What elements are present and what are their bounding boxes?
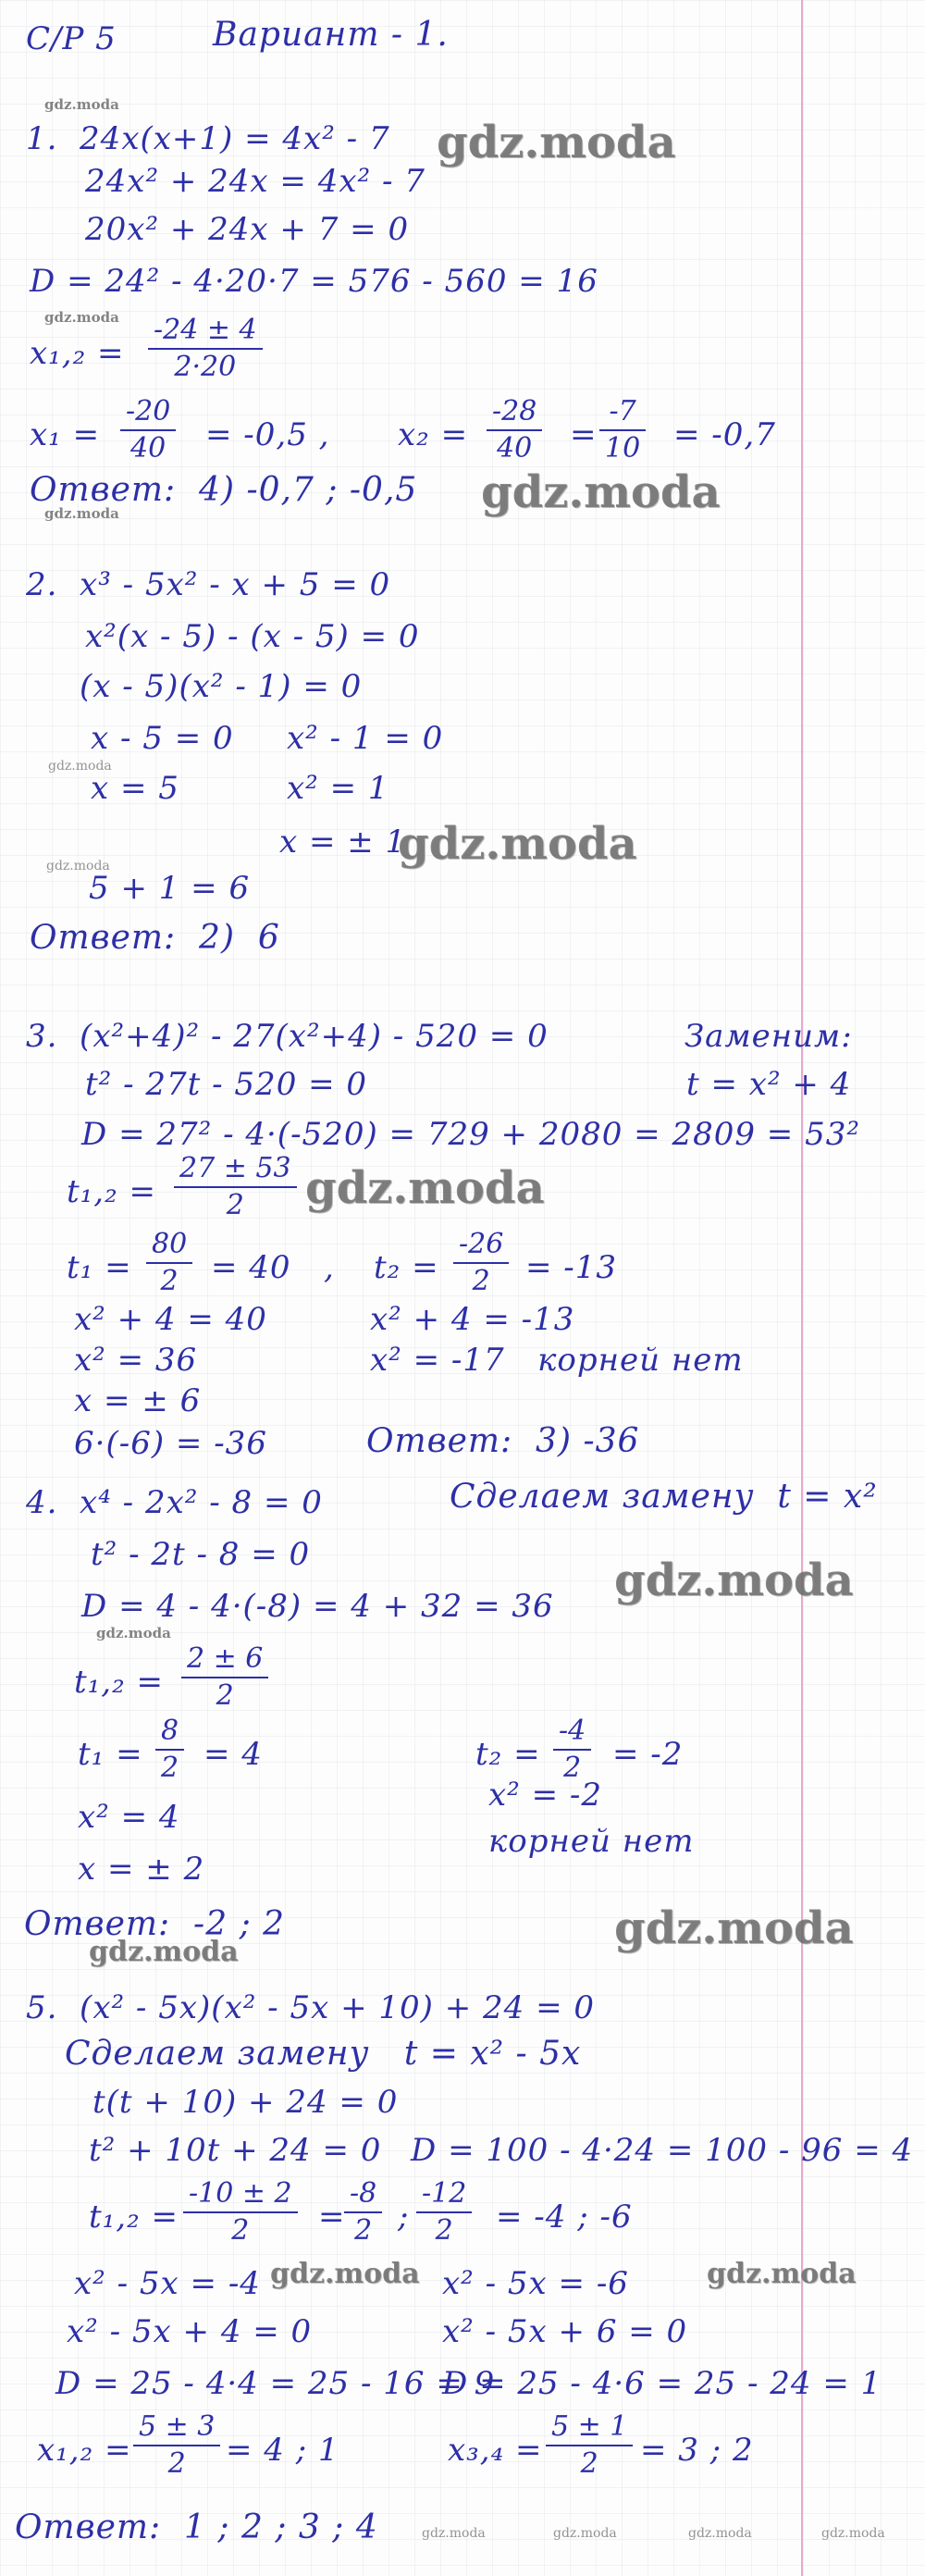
- fraction-bar: [416, 2211, 472, 2213]
- t2-answer: Ответ: 2) 6: [30, 919, 280, 957]
- watermark-small: gdz.moda: [44, 309, 119, 326]
- fraction-bar: [453, 1262, 509, 1264]
- t2-line-1: 2. x³ - 5x² - x + 5 = 0: [26, 566, 391, 603]
- t5-answer: Ответ: 1 ; 2 ; 3 ; 4: [15, 2508, 378, 2546]
- t4-line-3: D = 4 - 4·(-8) = 4 + 32 = 36: [81, 1588, 554, 1625]
- t2-line-6: x = ± 1: [279, 824, 407, 861]
- watermark-medium: gdz.moda: [707, 2258, 857, 2290]
- watermark-large: gdz.moda: [305, 1162, 545, 1214]
- t1-x1-value: = -0,5 ,: [205, 416, 330, 453]
- fraction-numerator: 5 ± 1: [551, 2410, 628, 2443]
- t4-t1-value: = 4: [204, 1736, 263, 1773]
- t3-note-1: Заменим:: [684, 1018, 853, 1055]
- t4-line-6b: x² = -2: [488, 1777, 603, 1814]
- t2-line-4b: x² - 1 = 0: [287, 720, 444, 757]
- t2-line-5b: x² = 1: [287, 770, 389, 807]
- t5-t1-fraction: [344, 2178, 382, 2247]
- t1-x12-label: x₁,₂ =: [30, 335, 125, 372]
- t4-t12-label: t₁,₂ =: [74, 1664, 165, 1701]
- t3-answer: Ответ: 3) -36: [366, 1422, 640, 1460]
- t2-line-4a: x - 5 = 0: [91, 720, 234, 757]
- t1-x2-fraction: [487, 396, 542, 464]
- t3-t1-fraction: [146, 1229, 192, 1297]
- fraction-bar: [183, 2211, 298, 2213]
- t5-t12-equals: =: [318, 2198, 346, 2235]
- t1-line-1: 1. 24x(x+1) = 4x² - 7: [26, 120, 390, 157]
- watermark-small: gdz.moda: [422, 2526, 486, 2541]
- t5-x34-label: x₃,₄ =: [448, 2432, 543, 2469]
- t3-line-3: D = 27² - 4·(-520) = 729 + 2080 = 2809 = 53²: [81, 1116, 860, 1153]
- fraction-numerator: -7: [609, 395, 636, 427]
- t4-line-6a: x² = 4: [78, 1799, 180, 1836]
- fraction-numerator: -28: [492, 395, 537, 427]
- fraction-denominator: 2: [226, 1189, 244, 1221]
- t1-x2-value: = -0,7: [673, 416, 776, 453]
- t5-line-1: 5. (x² - 5x)(x² - 5x + 10) + 24 = 0: [26, 1989, 596, 2026]
- fraction-bar: [146, 1262, 192, 1264]
- t3-line-7b: x² = -17 корней нет: [370, 1342, 744, 1379]
- t3-line-1: 3. (x²+4)² - 27(x²+4) - 520 = 0: [26, 1018, 549, 1055]
- t5-line-7a: x² - 5x + 4 = 0: [67, 2313, 313, 2350]
- fraction-denominator: 2: [580, 2447, 598, 2480]
- t3-line-2: t² - 27t - 520 = 0: [85, 1066, 368, 1103]
- fraction-denominator: 2: [435, 2214, 453, 2247]
- fraction-denominator: 2: [472, 1265, 490, 1297]
- t5-line-8b: D = 25 - 4·6 = 25 - 24 = 1: [442, 2365, 882, 2402]
- t5-line-8a: D = 25 - 4·4 = 25 - 16 = 9: [56, 2365, 496, 2402]
- t5-x12-label: x₁,₂ =: [37, 2432, 132, 2469]
- t5-separator: ;: [398, 2198, 410, 2235]
- fraction-numerator: 5 ± 3: [139, 2410, 216, 2443]
- t1-x12-fraction: [148, 315, 263, 383]
- t5-line-7b: x² - 5x + 6 = 0: [442, 2313, 688, 2350]
- t1-line-3: 20x² + 24x + 7 = 0: [85, 211, 410, 248]
- fraction-bar: [553, 1749, 591, 1751]
- t1-x2-label: x₂ =: [398, 416, 469, 453]
- t1-x1-fraction: [120, 396, 176, 464]
- fraction-denominator: 2: [160, 1265, 179, 1297]
- t5-line-3: t(t + 10) + 24 = 0: [92, 2084, 399, 2121]
- t5-line-4a: t² + 10t + 24 = 0: [89, 2132, 382, 2169]
- t4-line-1: 4. x⁴ - 2x² - 8 = 0: [26, 1484, 323, 1521]
- fraction-denominator: 2: [161, 1752, 179, 1784]
- fraction-bar: [120, 429, 176, 431]
- fraction-bar: [133, 2445, 220, 2446]
- fraction-denominator: 2·20: [174, 351, 237, 383]
- t1-x2-equals: =: [570, 416, 598, 453]
- t3-line-7a: x² = 36: [74, 1342, 198, 1379]
- watermark-small: gdz.moda: [46, 859, 110, 873]
- watermark-small: gdz.moda: [44, 96, 119, 113]
- t1-x2-fraction-reduced: [599, 396, 646, 464]
- t3-t1-value: = 40 ,: [211, 1249, 335, 1286]
- t3-t12-fraction: [174, 1153, 297, 1221]
- watermark-large: gdz.moda: [481, 466, 721, 518]
- t4-t12-fraction: [181, 1643, 268, 1712]
- t4-t2-label: t₂ =: [475, 1736, 541, 1773]
- fraction-numerator: -10 ± 2: [189, 2177, 292, 2210]
- fraction-numerator: -20: [126, 395, 171, 427]
- fraction-numerator: 80: [152, 1228, 188, 1260]
- t1-answer: Ответ: 4) -0,7 ; -0,5: [30, 471, 418, 509]
- fraction-numerator: 2 ± 6: [187, 1642, 264, 1675]
- fraction-numerator: -8: [350, 2177, 377, 2210]
- t3-note-2: t = x² + 4: [686, 1066, 852, 1103]
- t1-line-2: 24x² + 24x = 4x² - 7: [85, 163, 426, 200]
- watermark-small: gdz.moda: [48, 759, 112, 774]
- t4-line-7a: x = ± 2: [78, 1851, 205, 1888]
- t3-t2-value: = -13: [525, 1249, 618, 1286]
- t5-x12-value: = 4 ; 1: [226, 2432, 339, 2469]
- fraction-denominator: 2: [167, 2447, 186, 2480]
- t5-x34-fraction: [546, 2411, 633, 2480]
- t4-t1-fraction: [155, 1715, 184, 1784]
- t3-t2-label: t₂ =: [374, 1249, 439, 1286]
- fraction-denominator: 2: [231, 2214, 250, 2247]
- fraction-denominator: 2: [216, 1679, 234, 1712]
- t4-note: Сделаем замену t = x²: [450, 1478, 878, 1516]
- fraction-numerator: -26: [459, 1228, 504, 1260]
- header-variant: Вариант - 1.: [213, 16, 449, 54]
- watermark-large: gdz.moda: [614, 1902, 854, 1954]
- t5-line-6a: x² - 5x = -4: [74, 2265, 261, 2302]
- t4-line-2: t² - 2t - 8 = 0: [91, 1536, 311, 1573]
- watermark-small: gdz.moda: [96, 1625, 171, 1641]
- t4-t2-value: = -2: [612, 1736, 684, 1773]
- t4-t2-fraction: [553, 1715, 591, 1784]
- t1-x1-label: x₁ =: [30, 416, 101, 453]
- fraction-bar: [487, 429, 542, 431]
- fraction-bar: [546, 2445, 633, 2446]
- t5-line-2: Сделаем замену t = x² - 5x: [65, 2035, 582, 2073]
- watermark-medium: gdz.moda: [89, 1936, 239, 1968]
- t1-line-4: D = 24² - 4·20·7 = 576 - 560 = 16: [30, 263, 598, 300]
- fraction-bar: [174, 1186, 297, 1188]
- fraction-numerator: 8: [161, 1715, 179, 1747]
- watermark-small: gdz.moda: [821, 2526, 885, 2541]
- watermark-small: gdz.moda: [553, 2526, 617, 2541]
- watermark-large: gdz.moda: [398, 818, 637, 870]
- fraction-denominator: 2: [563, 1752, 582, 1784]
- fraction-numerator: -24 ± 4: [154, 314, 257, 346]
- t3-t2-fraction: [453, 1229, 509, 1297]
- t2-line-7: 5 + 1 = 6: [89, 870, 251, 907]
- fraction-bar: [148, 348, 263, 350]
- watermark-medium: gdz.moda: [270, 2258, 420, 2290]
- t5-t-values: = -4 ; -6: [496, 2198, 633, 2235]
- fraction-numerator: -4: [559, 1715, 586, 1747]
- header-label: С/Р 5: [26, 20, 117, 57]
- fraction-denominator: 10: [605, 432, 641, 464]
- fraction-bar: [599, 429, 646, 431]
- t5-x12-fraction: [133, 2411, 220, 2480]
- t5-x34-value: = 3 ; 2: [640, 2432, 754, 2469]
- fraction-denominator: 2: [354, 2214, 373, 2247]
- fraction-bar: [181, 1677, 268, 1678]
- t2-line-2: x²(x - 5) - (x - 5) = 0: [85, 618, 420, 655]
- t4-answer: Ответ: -2 ; 2: [24, 1905, 286, 1943]
- t3-line-9: 6·(-6) = -36: [74, 1425, 267, 1462]
- fraction-denominator: 40: [497, 432, 533, 464]
- t5-t2-fraction: [416, 2178, 472, 2247]
- t3-line-8: x = ± 6: [74, 1382, 202, 1419]
- fraction-bar: [344, 2211, 382, 2213]
- t5-t12-label: t₁,₂ =: [89, 2198, 179, 2235]
- margin-line: [801, 0, 803, 2576]
- t4-t1-label: t₁ =: [78, 1736, 143, 1773]
- t2-line-5a: x = 5: [91, 770, 179, 807]
- watermark-small: gdz.moda: [688, 2526, 752, 2541]
- t3-t1-label: t₁ =: [67, 1249, 132, 1286]
- watermark-large: gdz.moda: [437, 117, 676, 168]
- watermark-large: gdz.moda: [614, 1554, 854, 1606]
- fraction-numerator: 27 ± 53: [179, 1152, 291, 1184]
- t5-t12-fraction: [183, 2178, 298, 2247]
- t5-line-6b: x² - 5x = -6: [442, 2265, 629, 2302]
- t5-line-4b: D = 100 - 4·24 = 100 - 96 = 4: [411, 2132, 914, 2169]
- fraction-bar: [155, 1749, 184, 1751]
- t3-t12-label: t₁,₂ =: [67, 1173, 157, 1210]
- t3-line-6b: x² + 4 = -13: [370, 1301, 575, 1338]
- fraction-numerator: -12: [422, 2177, 467, 2210]
- fraction-denominator: 40: [130, 432, 166, 464]
- t4-line-7b: корней нет: [488, 1823, 695, 1860]
- watermark-small: gdz.moda: [44, 505, 119, 522]
- t2-line-3: (x - 5)(x² - 1) = 0: [80, 668, 363, 705]
- t3-line-6a: x² + 4 = 40: [74, 1301, 267, 1338]
